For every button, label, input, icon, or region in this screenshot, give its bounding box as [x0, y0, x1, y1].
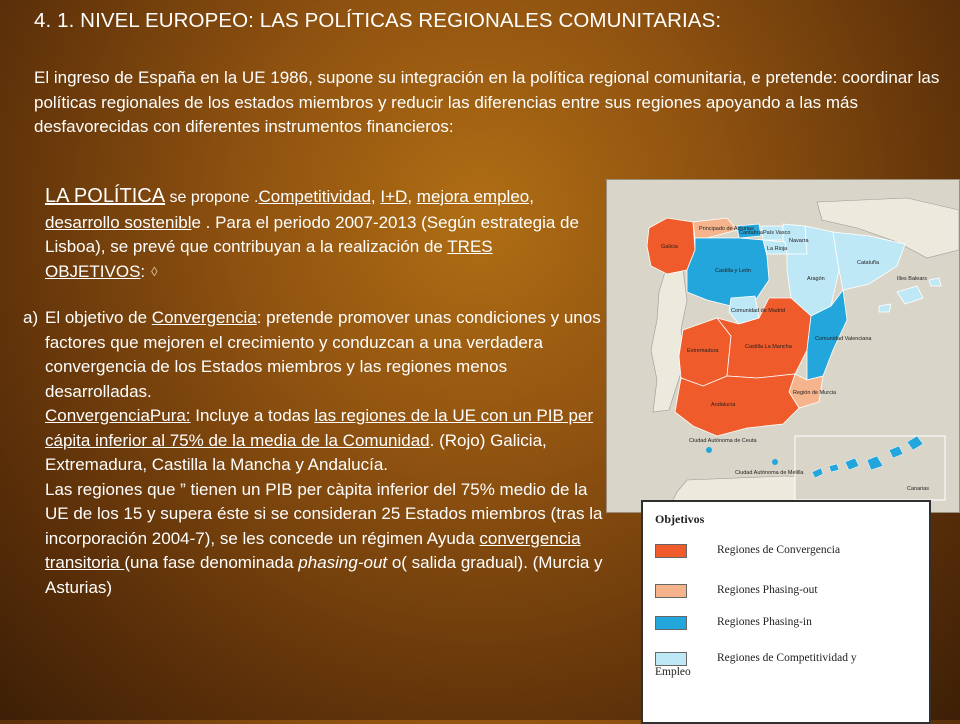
intro-paragraph: El ingreso de España en la UE 1986, supone su integración en la política regional comunitaria, e pretende: coordinar las políticas regionales de los estados miembros y reducir las diferencias entre sus regiones apoyando a las más desfavorecidas con diferentes instrumentos financieros:	[34, 68, 940, 136]
map-label-castilla-mancha: Castilla La Mancha	[745, 344, 792, 350]
policy-comma: ,	[407, 187, 413, 206]
map-label-galicia: Galicia	[661, 244, 678, 250]
spain-regions-map	[606, 179, 960, 513]
policy-lead: se propone .	[165, 189, 259, 206]
pura-paragraph	[45, 404, 605, 478]
melilla-region	[772, 459, 778, 465]
convergencia-transitoria: convergencia transitoria	[45, 528, 581, 572]
map-label-aragon: Aragón	[807, 276, 825, 282]
pura-underlined: las regiones de la UE con un PIB per cápita inferior al 75% de la media de la Comunidad	[45, 406, 594, 450]
main-text	[23, 184, 605, 600]
map-label-extremadura: Extremadura	[687, 348, 719, 354]
map-label-ceuta: Ciudad Autónoma de Ceuta	[689, 438, 757, 444]
map-label-murcia: Región de Murcia	[793, 390, 837, 396]
map-label-cataluna: Cataluña	[857, 260, 880, 266]
bullet-diamond-icon: ◊	[151, 263, 158, 279]
slide-title: 4. 1. NIVEL EUROPEO: LAS POLÍTICAS REGIONALES COMUNITARIAS:	[34, 9, 722, 32]
map-label-madrid: Comunidad de Madrid	[731, 308, 786, 314]
map-label-valencia: Comunidad Valenciana	[815, 336, 872, 342]
convergencia-link: Convergencia	[151, 308, 257, 327]
policy-tail: e . Para el periodo 2007-2013 (Según estrategia de Lisboa), se prevé que contribuyan a la realización de	[45, 212, 579, 256]
item-a-rest: : pretende promover unas condiciones y unos factores que mejoren el crecimiento y conduzcan a una verdadera convergencia de los Estados miembros y las regiones menos desarrolladas.	[45, 308, 601, 401]
map-svg	[607, 180, 959, 512]
policy-paragraph	[45, 184, 605, 284]
policy-heading: LA POLÍTICA	[45, 185, 166, 207]
legend-label-empleo: Empleo	[655, 666, 691, 678]
legend-label-convergencia: Regiones de Convergencia	[717, 544, 841, 556]
map-label-canarias: Canarias	[907, 486, 930, 492]
map-legend	[641, 500, 931, 724]
map-label-castilla-leon: Castilla y León	[715, 268, 752, 274]
legend-swatch-phasing-out	[655, 584, 687, 598]
map-label-cantabria: Cantabria	[739, 230, 763, 236]
pura-pre: Incluye a todas	[190, 406, 315, 425]
map-label-pais-vasco: País Vasco	[763, 230, 791, 236]
map-label-baleares: Illes Balears	[897, 276, 927, 282]
empleo-link: mejora empleo, desarrollo sostenibl	[45, 187, 534, 232]
map-label-rioja: La Rioja	[767, 246, 788, 252]
transit-paragraph	[45, 478, 605, 601]
tres-objetivos: TRES OBJETIVOS	[45, 237, 493, 281]
legend-label-competitividad: Regiones de Competitividad y	[717, 652, 857, 664]
policy-colon: :	[140, 261, 146, 281]
transit-mid: (una fase denominada	[124, 553, 299, 572]
map-label-andalucia: Andalucía	[711, 402, 736, 408]
phasing-out-term: phasing-out	[298, 553, 388, 572]
id-link: I+D	[380, 187, 408, 206]
item-a-marker: a)	[23, 308, 39, 327]
legend-label-phasing-in: Regiones Phasing-in	[717, 616, 812, 628]
pura-post: . (Rojo) Galicia, Extremadura, Castilla la Mancha y Andalucía.	[45, 430, 547, 474]
map-label-melilla: Ciudad Autónoma de Melilla	[735, 470, 804, 476]
transit-post: o( salida gradual). (Murcia y Asturias)	[45, 553, 603, 597]
legend-swatch-convergencia	[655, 544, 687, 558]
legend-title: Objetivos	[655, 512, 705, 526]
map-label-navarra: Navarra	[789, 238, 809, 244]
map-label-asturias: Principado de Asturias	[699, 226, 754, 232]
transit-pre: Las regiones que ” tienen un PIB per càpita inferior del 75% medio de la UE de los 15 y supera éste si se consideran 25 Estados miembros (tras la incorporación 2004-7), se les concede un régimen Ayuda	[45, 479, 603, 548]
ceuta-region	[706, 447, 712, 453]
competitividad-link: Competitividad,	[258, 187, 376, 206]
convergencia-pura-label: ConvergenciaPura:	[45, 406, 191, 425]
item-a	[23, 306, 605, 404]
legend-swatch-phasing-in	[655, 616, 687, 630]
legend-label-phasing-out: Regiones Phasing-out	[717, 584, 818, 596]
legend-swatch-competitividad	[655, 652, 687, 666]
item-a-pre: El objetivo de	[45, 308, 152, 327]
